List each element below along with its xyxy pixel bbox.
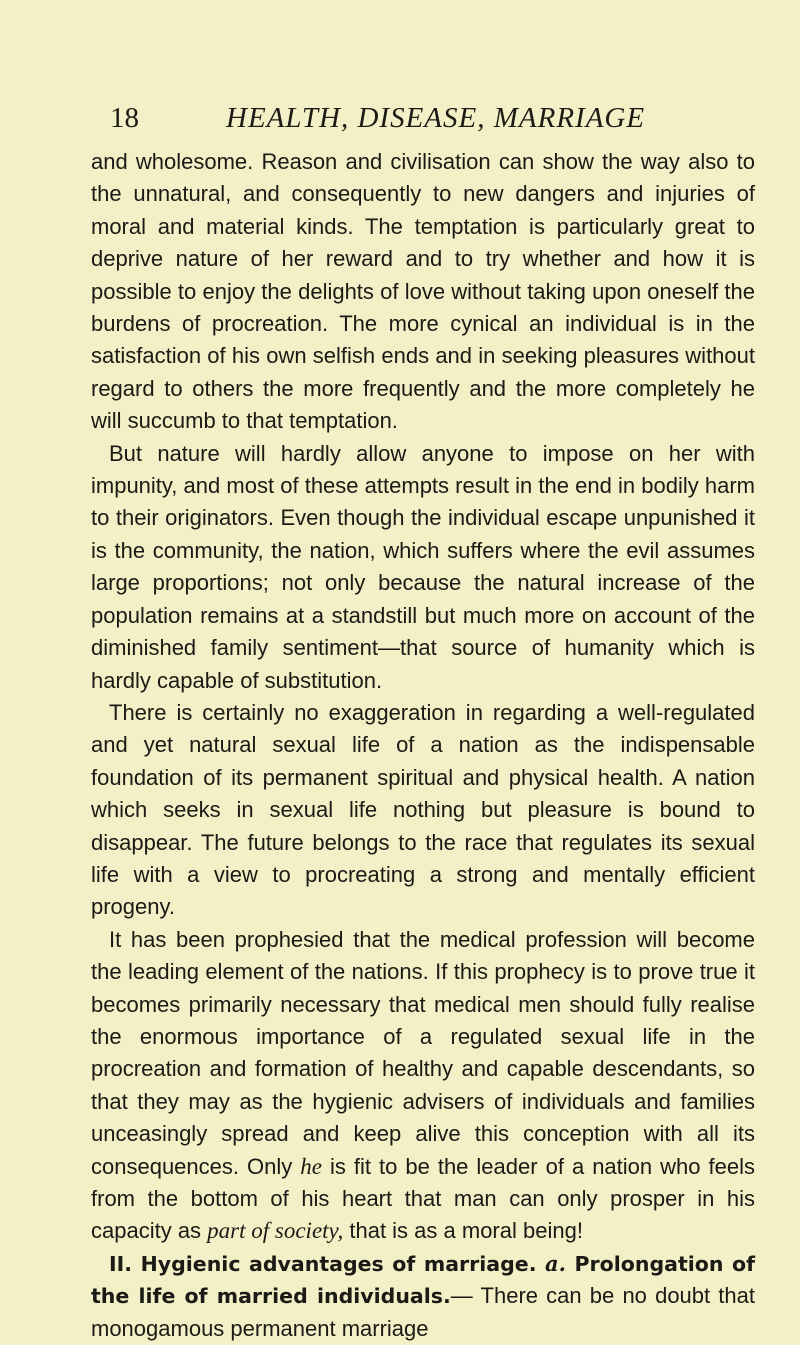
paragraph-3: There is certainly no exaggeration in regarding a well-regulated and yet natural sexual life of a nation as the indispensable foundation of its permanent spiritual and physical health. A nation which seeks in sexual life nothing but pleasure is bound to disappear. The future belongs to the race that regulates its sexual life with a view to procreating a strong and mentally efficient progeny. <box>91 699 755 920</box>
section-heading-main: II. Hygienic advantages of marriage. <box>109 1251 546 1276</box>
paragraph-4-text-c: that is as a moral being! <box>343 1218 583 1244</box>
section-heading-letter: a. <box>545 1250 566 1276</box>
section-paragraph <box>91 1248 755 1345</box>
paragraph-4 <box>91 924 755 1248</box>
paragraph-4-emphasis-part-of-society: part of society, <box>207 1218 344 1244</box>
paragraph-1: and wholesome. Reason and civilisation can show the way also to the unnatural, and consequently to new dangers and injuries of moral and material kinds. The temptation is particularly great to deprive nature of her reward and to try whether and how it is possible to enjoy the delights of love without taking upon oneself the burdens of procreation. The more cynical an individual is in the satisfaction of his own selfish ends and in seeking pleasures without regard to others the more frequently and the more completely he will succumb to that temptation. <box>91 149 755 434</box>
paragraph-4-text-a: It has been prophesied that the medical profession will become the leading element of the nations. If this prophecy is to prove true it becomes primarily necessary that medical men should fully realise the enormous importance of a regulated sexual life in the procreation and formation of healthy and capable descendants, so that they may as the hygienic advisers of individuals and families unceasingly spread and keep alive this conception with all its consequences. Only <box>91 926 755 1179</box>
page-number: 18 <box>110 102 139 134</box>
running-header <box>110 96 750 140</box>
body-text <box>91 146 755 1345</box>
paragraph-4-emphasis-he: he <box>300 1153 322 1179</box>
section-text: — There can be no doubt that monogamous permanent marriage <box>91 1283 755 1341</box>
running-title: HEALTH, DISEASE, MARRIAGE <box>226 102 646 134</box>
paragraph-4-text-b: is fit to be the leader of a nation who feels from the bottom of his heart that man can only prosper in his capacity as <box>91 1153 755 1244</box>
section-heading-sub: Prolongation of the life of married individuals. <box>91 1251 756 1309</box>
paragraph-2: But nature will hardly allow anyone to impose on her with impunity, and most of these attempts result in the end in bodily harm to their originators. Even though the individual escape unpunished it is the community, the nation, which suffers where the evil assumes large proportions; not only because the natural increase of the population remains at a standstill but much more on account of the diminished family sentiment—that source of humanity which is hardly capable of substitution. <box>91 440 755 693</box>
